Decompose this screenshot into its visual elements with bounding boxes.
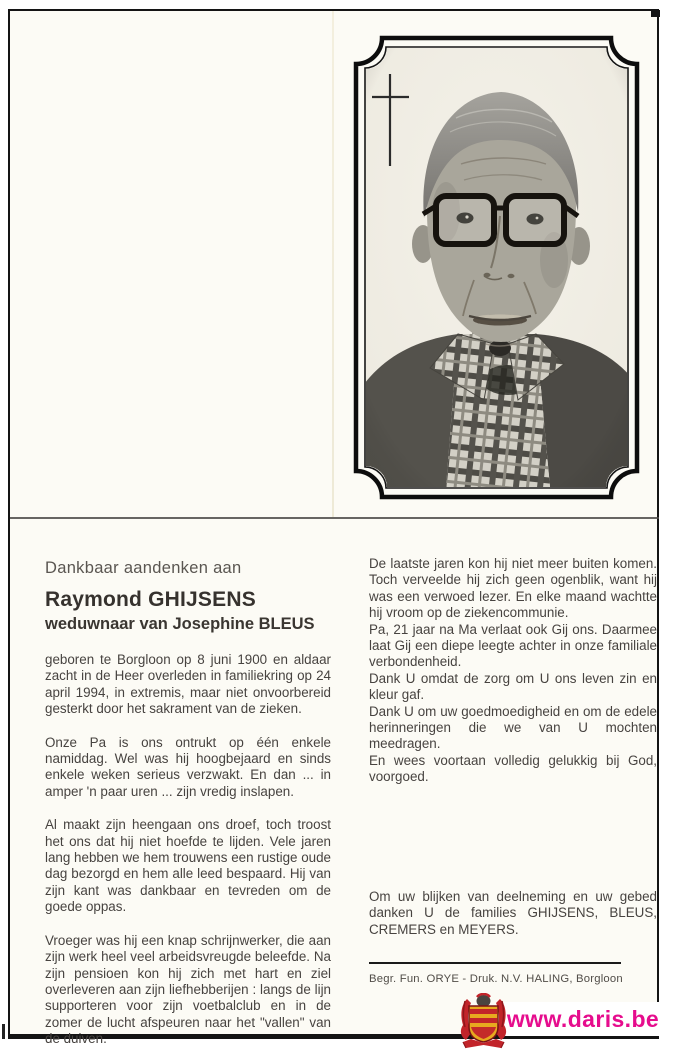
acknowledgement-text: Om uw blijken van deelneming en uw gebed danken U de families GHIJSENS, BLEUS, CREMERS en MEYERS. [369, 889, 657, 937]
watermark-url: www.daris.be [506, 1005, 660, 1032]
fold-line [332, 11, 334, 517]
decorative-frame-border [353, 35, 640, 500]
printer-credit: Begr. Fun. ORYE - Druk. N.V. HALING, Borgloon [369, 973, 623, 985]
acknowledgement-block [369, 889, 657, 955]
scan-edge-mark [2, 1024, 5, 1039]
spouse-line: weduwnaar van Josephine BLEUS [45, 615, 315, 633]
memorial-paragraph: Pa, 21 jaar na Ma verlaat ook Gij ons. Daarmee laat Gij een diepe leegte achter in onze familiale verbondenheid. [369, 621, 657, 670]
memorial-intro: Dankbaar aandenken aan [45, 559, 242, 577]
printer-credit-block [369, 962, 621, 985]
memorial-paragraph: Onze Pa is ons ontrukt op één enkele namiddag. Wel was hij hoogbejaard en sinds enkele weken serieus verzwakt. En dan ... in amper 'n paar uren ... zijn vredig inslapen. [45, 734, 331, 799]
memorial-paragraph: En wees voortaan volledig gelukkig bij God, voorgoed. [369, 752, 657, 785]
right-page [369, 556, 657, 786]
left-page [45, 559, 331, 1050]
photo-frame [353, 35, 640, 500]
memorial-paragraph: geboren te Borgloon op 8 juni 1900 en aldaar zacht in de Heer overleden in familiekring op 24 april 1994, in extremis, maar niet onvoorbereid gesterkt door het sakrament van de zieken. [45, 652, 331, 717]
deceased-name: Raymond GHIJSENS [45, 588, 256, 611]
memorial-paragraph: De laatste jaren kon hij niet meer buiten komen. Toch verveelde hij zich geen ogenblik, want hij was een verwoed lezer. En elke maand wachtte hij vroom op de ziekencommunie. [369, 556, 657, 621]
scan-corner-mark [651, 10, 660, 17]
memorial-paragraph: Vroeger was hij een knap schrijnwerker, die aan zijn werk heel veel arbeidsvreugde beleefde. Na zijn pensioen kon hij zich met hart en ziel overleveren aan zijn liefhebberijen : langs de lijn supporteren voor zijn voetbalclub en in de zomer de lucht afspeuren naar het "vallen" van de duiven. [45, 932, 331, 1047]
memorial-paragraph: Dank U omdat de zorg om U ons leven zin en kleur gaf. [369, 670, 657, 703]
memorial-paragraph: Dank U om uw goedmoedigheid en om de edele herinneringen die we van U mochten meedragen. [369, 703, 657, 752]
memorial-paragraph: Al maakt zijn heengaan ons droef, toch troost het ons dat hij niet hoefde te lijden. Vele jaren lang hebben we hem trouwens een rustige oude dag bezorgd en hem alle leed bespaard. Hij van zijn kant was dankbaar en tevreden om de goede oppas. [45, 817, 331, 915]
watermark-band [504, 1002, 662, 1036]
daris-crest-icon [457, 993, 510, 1050]
card-fold-divider [10, 517, 659, 519]
